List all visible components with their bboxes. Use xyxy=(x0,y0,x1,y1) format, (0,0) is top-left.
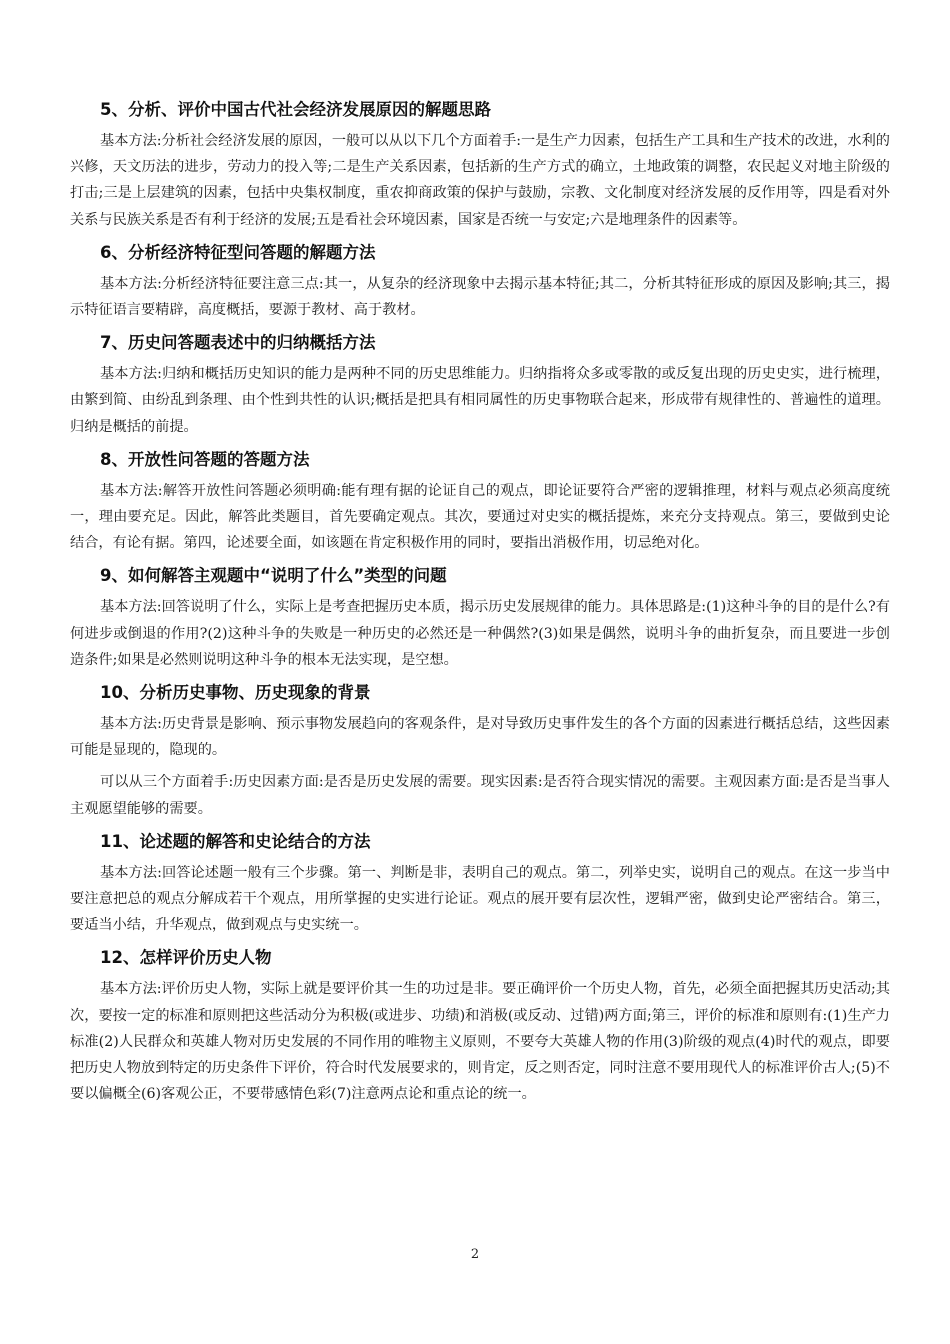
section-paragraph: 基本方法:回答论述题一般有三个步骤。第一、判断是非，表明自己的观点。第二，列举史实，说明自己的观点。在这一步当中要注意把总的观点分解成若干个观点，用所掌握的史实进行论证。观点的展开要有层次性，逻辑严密，做到史论严密结合。第三，要适当小结，升华观点，做到观点与史实统一。 xyxy=(70,864,890,934)
section-heading: 8、开放性问答题的答题方法 xyxy=(100,449,310,469)
section-paragraph: 基本方法:评价历史人物，实际上就是要评价其一生的功过是非。要正确评价一个历史人物，首先，必须全面把握其历史活动;其次，要按一定的标准和原则把这些活动分为积极(或进步、功绩)和消极(或反动、过错)两方面;第三，评价的标准和原则有:(1)生产力标准(2)人民群众和英雄人物对历史发展的不同作用的唯物主义原则，不要夸大英雄人物的作用(3)阶级的观点(4)时代的观点，即要把历史人物放到特定的历史条件下评价，符合时代发展要求的，则肯定，反之则否定，同时注意不要用现代人的标准评价古人;(5)不要以偏概全(6)客观公正，不要带感情色彩(7)注意两点论和重点论的统一。 xyxy=(70,981,890,1103)
section-heading: 5、分析、评价中国古代社会经济发展原因的解题思路 xyxy=(100,100,491,119)
section-heading: 12、怎样评价历史人物 xyxy=(100,948,272,968)
section-paragraph: 基本方法:分析经济特征要注意三点:其一，从复杂的经济现象中去揭示基本特征;其二，分析其特征形成的原因及影响;其三，揭示特征语言要精辟，高度概括，要源于教材、高于教材。 xyxy=(70,275,890,319)
section-paragraph: 基本方法:分析社会经济发展的原因，一般可以从以下几个方面着手:一是生产力因素，包括生产工具和生产技术的改进，水利的兴修，天文历法的进步，劳动力的投入等;二是生产关系因素，包括新的生产方式的确立，土地政策的调整，农民起义对地主阶级的打击;三是上层建筑的因素，包括中央集权制度，重农抑商政策的保护与鼓励，宗教、文化制度对经济发展的反作用等，四是看对外关系与民族关系是否有利于经济的发展;五是看社会环境因素，国家是否统一与安定;六是地理条件的因素等。 xyxy=(70,133,890,228)
section-9 xyxy=(70,562,890,673)
document-body xyxy=(70,96,890,1113)
section-paragraph: 基本方法:回答说明了什么，实际上是考查把握历史本质，揭示历史发展规律的能力。具体思路是:(1)这种斗争的目的是什么?有何进步或倒退的作用?(2)这种斗争的失败是一种历史的必然还是一种偶然?(3)如果是偶然，说明斗争的曲折复杂，而且要进一步创造条件;如果是必然则说明这种斗争的根本无法实现，是空想。 xyxy=(70,599,890,668)
section-paragraph: 基本方法:历史背景是影响、预示事物发展趋向的客观条件，是对导致历史事件发生的各个方面的因素进行概括总结，这些因素可能是显现的，隐现的。 xyxy=(70,716,890,759)
section-paragraph: 可以从三个方面着手:历史因素方面:是否是历史发展的需要。现实因素:是否符合现实情况的需要。主观因素方面:是否是当事人主观愿望能够的需要。 xyxy=(70,774,890,817)
section-12 xyxy=(70,944,890,1107)
section-heading: 11、论述题的解答和史论结合的方法 xyxy=(100,831,371,851)
section-heading: 6、分析经济特征型问答题的解题方法 xyxy=(100,242,376,262)
page-number: 2 xyxy=(470,1247,480,1262)
section-heading: 10、分析历史事物、历史现象的背景 xyxy=(100,683,371,703)
section-10 xyxy=(70,679,890,822)
section-5 xyxy=(70,96,890,233)
section-7 xyxy=(70,329,890,440)
section-8 xyxy=(70,446,890,557)
section-paragraph: 基本方法:归纳和概括历史知识的能力是两种不同的历史思维能力。归纳指将众多或零散的或反复出现的历史史实，进行梳理，由繁到简、由纷乱到条理、由个性到共性的认识;概括是把具有相同属性的历史事物联合起来，形成带有规律性的、普遍性的道理。归纳是概括的前提。 xyxy=(70,366,890,435)
section-6 xyxy=(70,239,890,323)
section-11 xyxy=(70,828,890,939)
section-heading: 7、历史问答题表述中的归纳概括方法 xyxy=(100,333,376,353)
section-paragraph: 基本方法:解答开放性问答题必须明确:能有理有据的论证自己的观点，即论证要符合严密的逻辑推理，材料与观点必须高度统一，理由要充足。因此，解答此类题目，首先要确定观点。其次，要通过对史实的概括提炼，来充分支持观点。第三，要做到史论结合，有论有据。第四，论述要全面，如该题在肯定积极作用的同时，要指出消极作用，切忌绝对化。 xyxy=(70,482,890,552)
section-heading: 9、如何解答主观题中“说明了什么”类型的问题 xyxy=(100,566,447,586)
